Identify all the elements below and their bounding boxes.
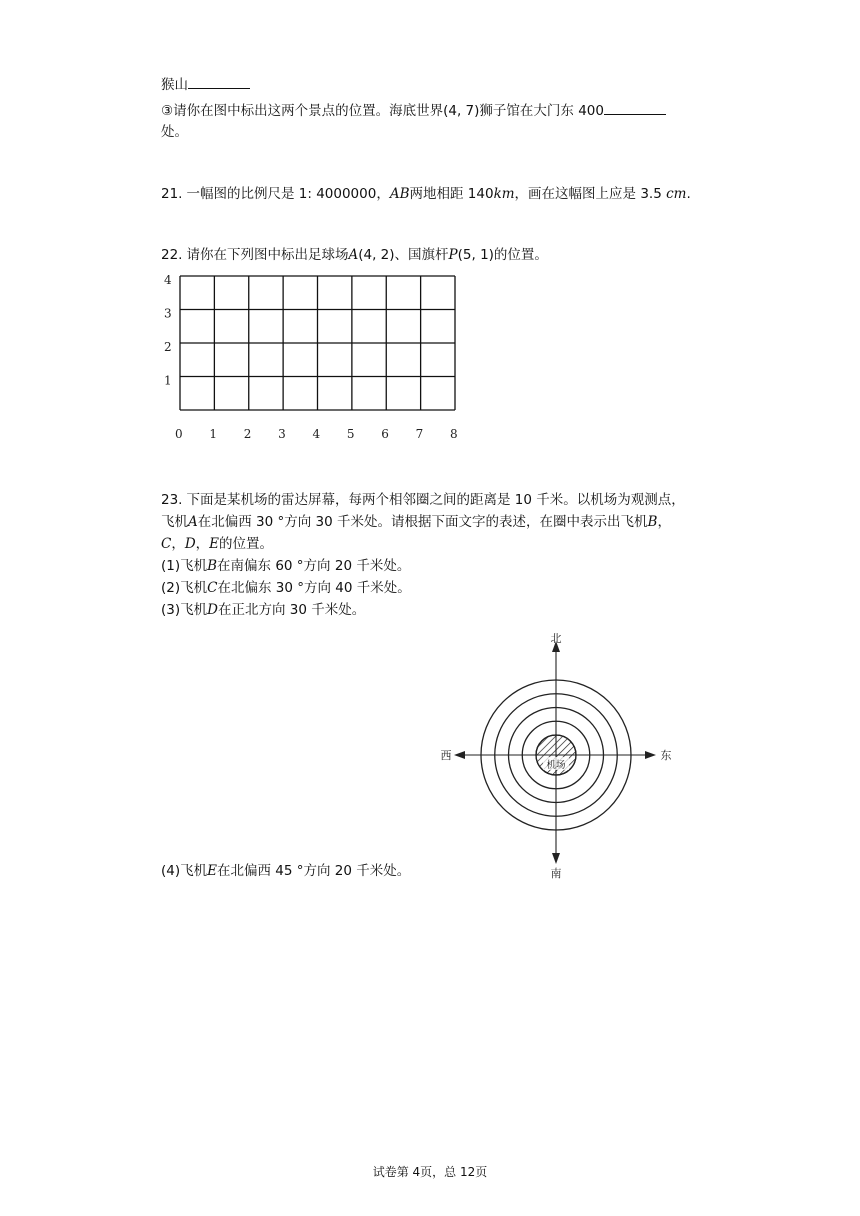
coordinate-grid[interactable] bbox=[155, 268, 465, 448]
x-axis-label: 4 bbox=[312, 427, 321, 441]
y-axis-label: 1 bbox=[164, 373, 172, 388]
x-axis-label: 5 bbox=[346, 427, 355, 441]
question-21: 21. 一幅图的比例尺是 1: 4000000，AB两地相距 140km，画在这幅图上应是 3.5 cm. bbox=[161, 186, 691, 202]
answer-blank[interactable] bbox=[188, 74, 250, 89]
x-axis-label: 3 bbox=[278, 427, 286, 441]
south-label: 南 bbox=[550, 867, 562, 880]
y-axis-label: 4 bbox=[164, 273, 172, 287]
y-axis-label: 3 bbox=[164, 306, 172, 321]
question-23-item4: (4)飞机E在北偏西 45 °方向 20 千米处。 bbox=[161, 863, 411, 879]
x-axis-label: 0 bbox=[175, 427, 183, 441]
x-axis-label: 7 bbox=[415, 427, 424, 441]
line-monkey-hill: 猴山 bbox=[161, 74, 250, 95]
line-continuation: 处。 bbox=[161, 124, 188, 140]
x-axis-label: 6 bbox=[381, 427, 389, 441]
question-23-item1: (1)飞机B在南偏东 60 °方向 20 千米处。 bbox=[161, 558, 411, 574]
airport-label: 机场 bbox=[546, 760, 566, 771]
radar-screen[interactable] bbox=[430, 628, 690, 880]
question-23-line3: C，D，E的位置。 bbox=[161, 536, 274, 552]
x-axis-label: 1 bbox=[209, 427, 218, 441]
question-23-line2: 飞机A在北偏西 30 °方向 30 千米处。请根据下面文字的表述，在圈中表示出飞机B， bbox=[161, 514, 671, 530]
line-mark-sights: ③请你在图中标出这两个景点的位置。海底世界(4, 7)狮子馆在大门东 400 bbox=[161, 100, 666, 121]
west-label: 西 bbox=[440, 749, 452, 762]
x-axis-label: 8 bbox=[450, 427, 458, 441]
north-label: 北 bbox=[550, 632, 562, 645]
east-label: 东 bbox=[660, 749, 672, 762]
page-footer: 试卷第 4页，总 12页 bbox=[372, 1165, 488, 1179]
question-22: 22. 请你在下列图中标出足球场A(4, 2)、国旗杆P(5, 1)的位置。 bbox=[161, 247, 548, 263]
question-23-item2: (2)飞机C在北偏东 30 °方向 40 千米处。 bbox=[161, 580, 411, 596]
answer-blank[interactable] bbox=[604, 100, 666, 115]
y-axis-label: 2 bbox=[164, 340, 172, 354]
question-23-line1: 23. 下面是某机场的雷达屏幕，每两个相邻圈之间的距离是 10 千米。以机场为观测点， bbox=[161, 492, 685, 508]
x-axis-label: 2 bbox=[243, 427, 252, 441]
question-23-item3: (3)飞机D在正北方向 30 千米处。 bbox=[161, 602, 366, 618]
